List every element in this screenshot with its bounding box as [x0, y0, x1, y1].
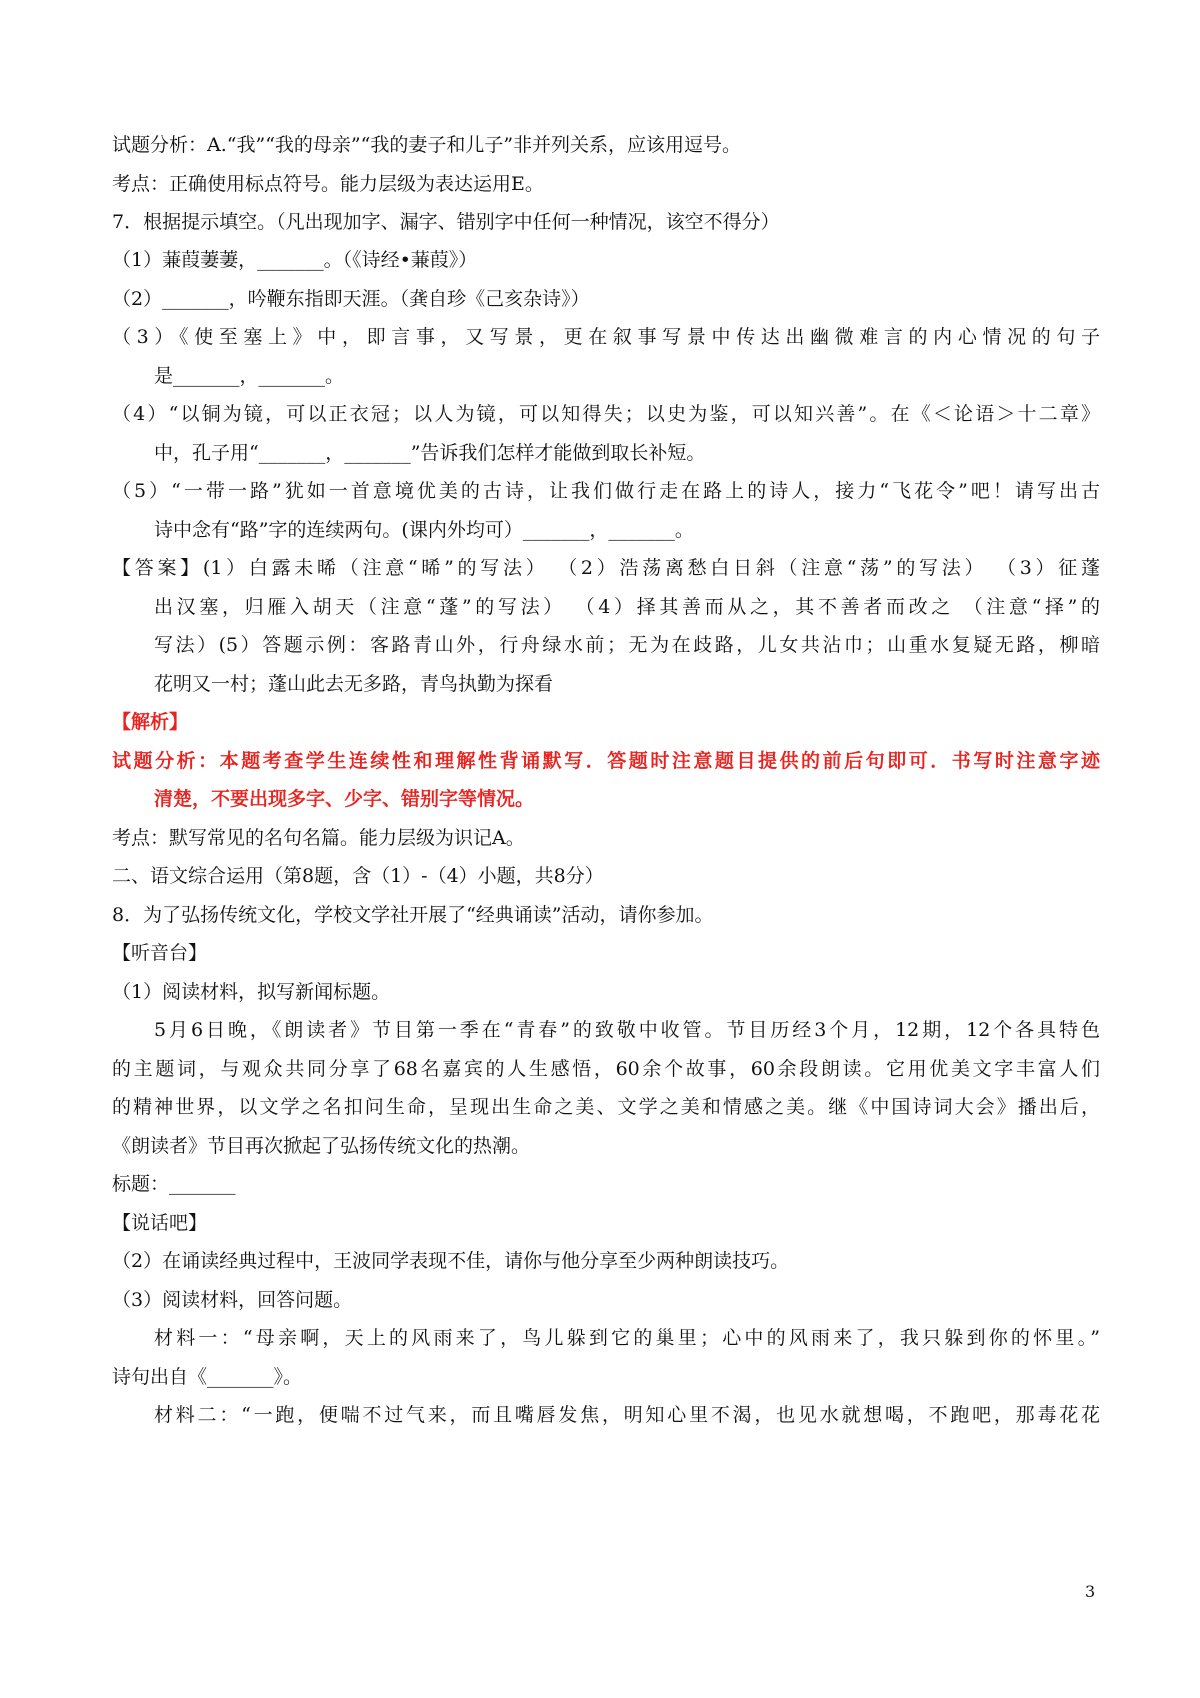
material-paragraph-line-1: 5月6日晚，《朗读者》节目第一季在“青春”的致敬中收管。节目历经3个月，12期，12个各具特色 [154, 1019, 1100, 1041]
answer-line-1: 【答案】(1）白露未晞（注意“晞”的写法） （2）浩荡离愁白日斜（注意“荡”的写法） （3）征蓬 [112, 557, 1100, 579]
jiexi-analysis-line-1: 试题分析：本题考查学生连续性和理解性背诵默写．答题时注意题目提供的前后句即可．书写时注意字迹 [112, 750, 1100, 772]
answer-line-2: 出汉塞，归雁入胡天（注意“蓬”的写法） （4）择其善而从之，其不善者而改之 （注意“择”的 [154, 596, 1100, 618]
answer-line-3: 写法）(5）答题示例：客路青山外，行舟绿水前；无为在歧路，儿女共沾巾；山重水复疑无路，柳暗 [154, 634, 1100, 656]
question-7-stem: 7．根据提示填空。（凡出现加字、漏字、错别字中任何一种情况，该空不得分） [112, 211, 780, 233]
material-two-line-1: 材料二：“一跑，便喘不过气来，而且嘴唇发焦，明知心里不渴，也见水就想喝，不跑吧，那毒花花 [154, 1404, 1100, 1426]
page-number: 3 [1085, 1582, 1096, 1601]
material-paragraph-line-2: 的主题词，与观众共同分享了68名嘉宾的人生感悟，60余个故事，60余段朗读。它用优美文字丰富人们 [112, 1058, 1100, 1080]
analysis-line: 试题分析：A.“我”“我的母亲”“我的妻子和儿子”非并列关系，应该用逗号。 [112, 134, 742, 156]
question-7-item-5: （5）“一带一路”犹如一首意境优美的古诗，让我们做行走在路上的诗人，接力“飞花令”吧！请写出古 [112, 480, 1100, 502]
question-8-item-1: （1）阅读材料，拟写新闻标题。 [112, 981, 391, 1003]
question-7-item-4: （4）“以铜为镜，可以正衣冠；以人为镜，可以知得失；以史为鉴，可以知兴善”。在《＜论语＞十二章》 [112, 403, 1100, 425]
tingyintai-heading: 【听音台】 [112, 942, 208, 964]
headline-blank: 标题：_______ [112, 1173, 236, 1195]
question-7-item-2: （2）_______，吟鞭东指即天涯。（龚自珍《己亥杂诗》） [112, 288, 590, 310]
kaodian-line-2: 考点：默写常见的名句名篇。能力层级为识记A。 [112, 827, 525, 849]
kaodian-line: 考点：正确使用标点符号。能力层级为表达运用E。 [112, 173, 544, 195]
shuohuaba-heading: 【说话吧】 [112, 1212, 208, 1234]
question-7-item-4-cont: 中，孔子用“_______，_______”告诉我们怎样才能做到取长补短。 [154, 442, 706, 464]
jiexi-heading: 【解析】 [112, 711, 189, 733]
section-2-heading: 二、语文综合运用（第8题，含（1）-（4）小题，共8分） [112, 865, 604, 887]
material-paragraph-line-4: 《朗读者》节目再次掀起了弘扬传统文化的热潮。 [112, 1135, 531, 1157]
material-one-line-2: 诗句出自《_______》。 [112, 1366, 303, 1388]
question-8-item-3: （3）阅读材料，回答问题。 [112, 1289, 353, 1311]
material-paragraph-line-3: 的精神世界，以文学之名扣问生命，呈现出生命之美、文学之美和情感之美。继《中国诗词大会》播出后， [112, 1096, 1100, 1118]
question-7-item-1: （1）蒹葭萋萋，_______。（《诗经•蒹葭》） [112, 249, 478, 271]
question-8-stem: 8．为了弘扬传统文化，学校文学社开展了“经典诵读”活动，请你参加。 [112, 904, 714, 926]
question-7-item-3-cont: 是_______，_______。 [154, 365, 345, 387]
answer-line-4: 花明又一村；蓬山此去无多路，青鸟执勤为探看 [154, 673, 554, 695]
question-7-item-3: （3）《使至塞上》中，即言事，又写景，更在叙事写景中传达出幽微难言的内心情况的句子 [112, 326, 1100, 348]
jiexi-analysis-line-2: 清楚，不要出现多字、少字、错别字等情况。 [154, 788, 535, 810]
question-8-item-2: （2）在诵读经典过程中，王波同学表现不佳，请你与他分享至少两种朗读技巧。 [112, 1250, 790, 1272]
question-7-item-5-cont: 诗中念有“路”字的连续两句。(课内外均可）_______，_______。 [154, 519, 694, 541]
material-one-line-1: 材料一：“母亲啊，天上的风雨来了，鸟儿躲到它的巢里；心中的风雨来了，我只躲到你的怀里。” [154, 1327, 1100, 1349]
